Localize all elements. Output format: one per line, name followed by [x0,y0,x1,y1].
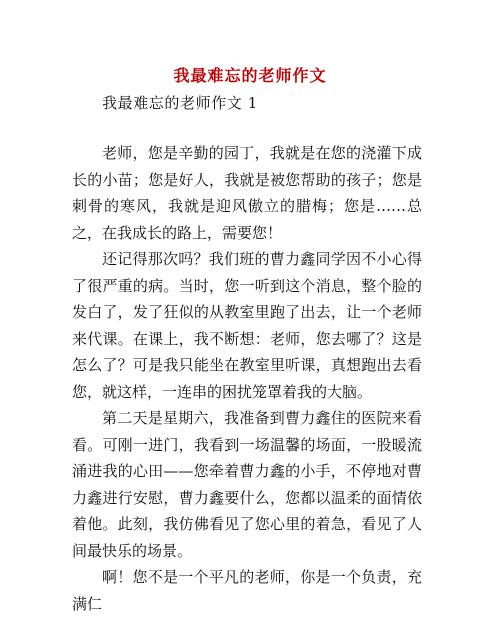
paragraph: 第二天是星期六，我准备到曹力鑫住的医院来看看。可刚一进门，我看到一场温馨的场面，一股暖流涌进我的心田——您牵着曹力鑫的小手，不停地对曹力鑫进行安慰，曹力鑫要什么，您都以温柔的面情依着他。此刻，我仿佛看见了您心里的着急，看见了人间最快乐的场景。 [72,409,422,560]
document-title: 我最难忘的老师作文 [173,66,327,85]
paragraph: 老师，您是辛勤的园丁，我就是在您的浇灌下成长的小苗；您是好人，我就是被您帮助的孩子；您是刺骨的寒风，我就是迎风傲立的腊梅；您是……总之，在我成长的路上，需要您！ [72,144,422,242]
paragraph: 还记得那次吗？我们班的曹力鑫同学因不小心得了很严重的病。当时，您一听到这个消息，整个脸的发白了，发了狂似的从教室里跑了出去，让一个老师来代课。在课上，我不断想：老师，您去哪了？这是怎么了？可是我只能坐在教室里听课，真想跑出去看您，就这样，一连串的困扰笼罩着我的大脑。 [72,250,422,401]
paragraph: 啊！您不是一个平凡的老师，你是一个负责，充满仁 [72,568,422,613]
document-body [72,140,422,617]
document-subtitle: 我最难忘的老师作文 1 [102,94,258,112]
